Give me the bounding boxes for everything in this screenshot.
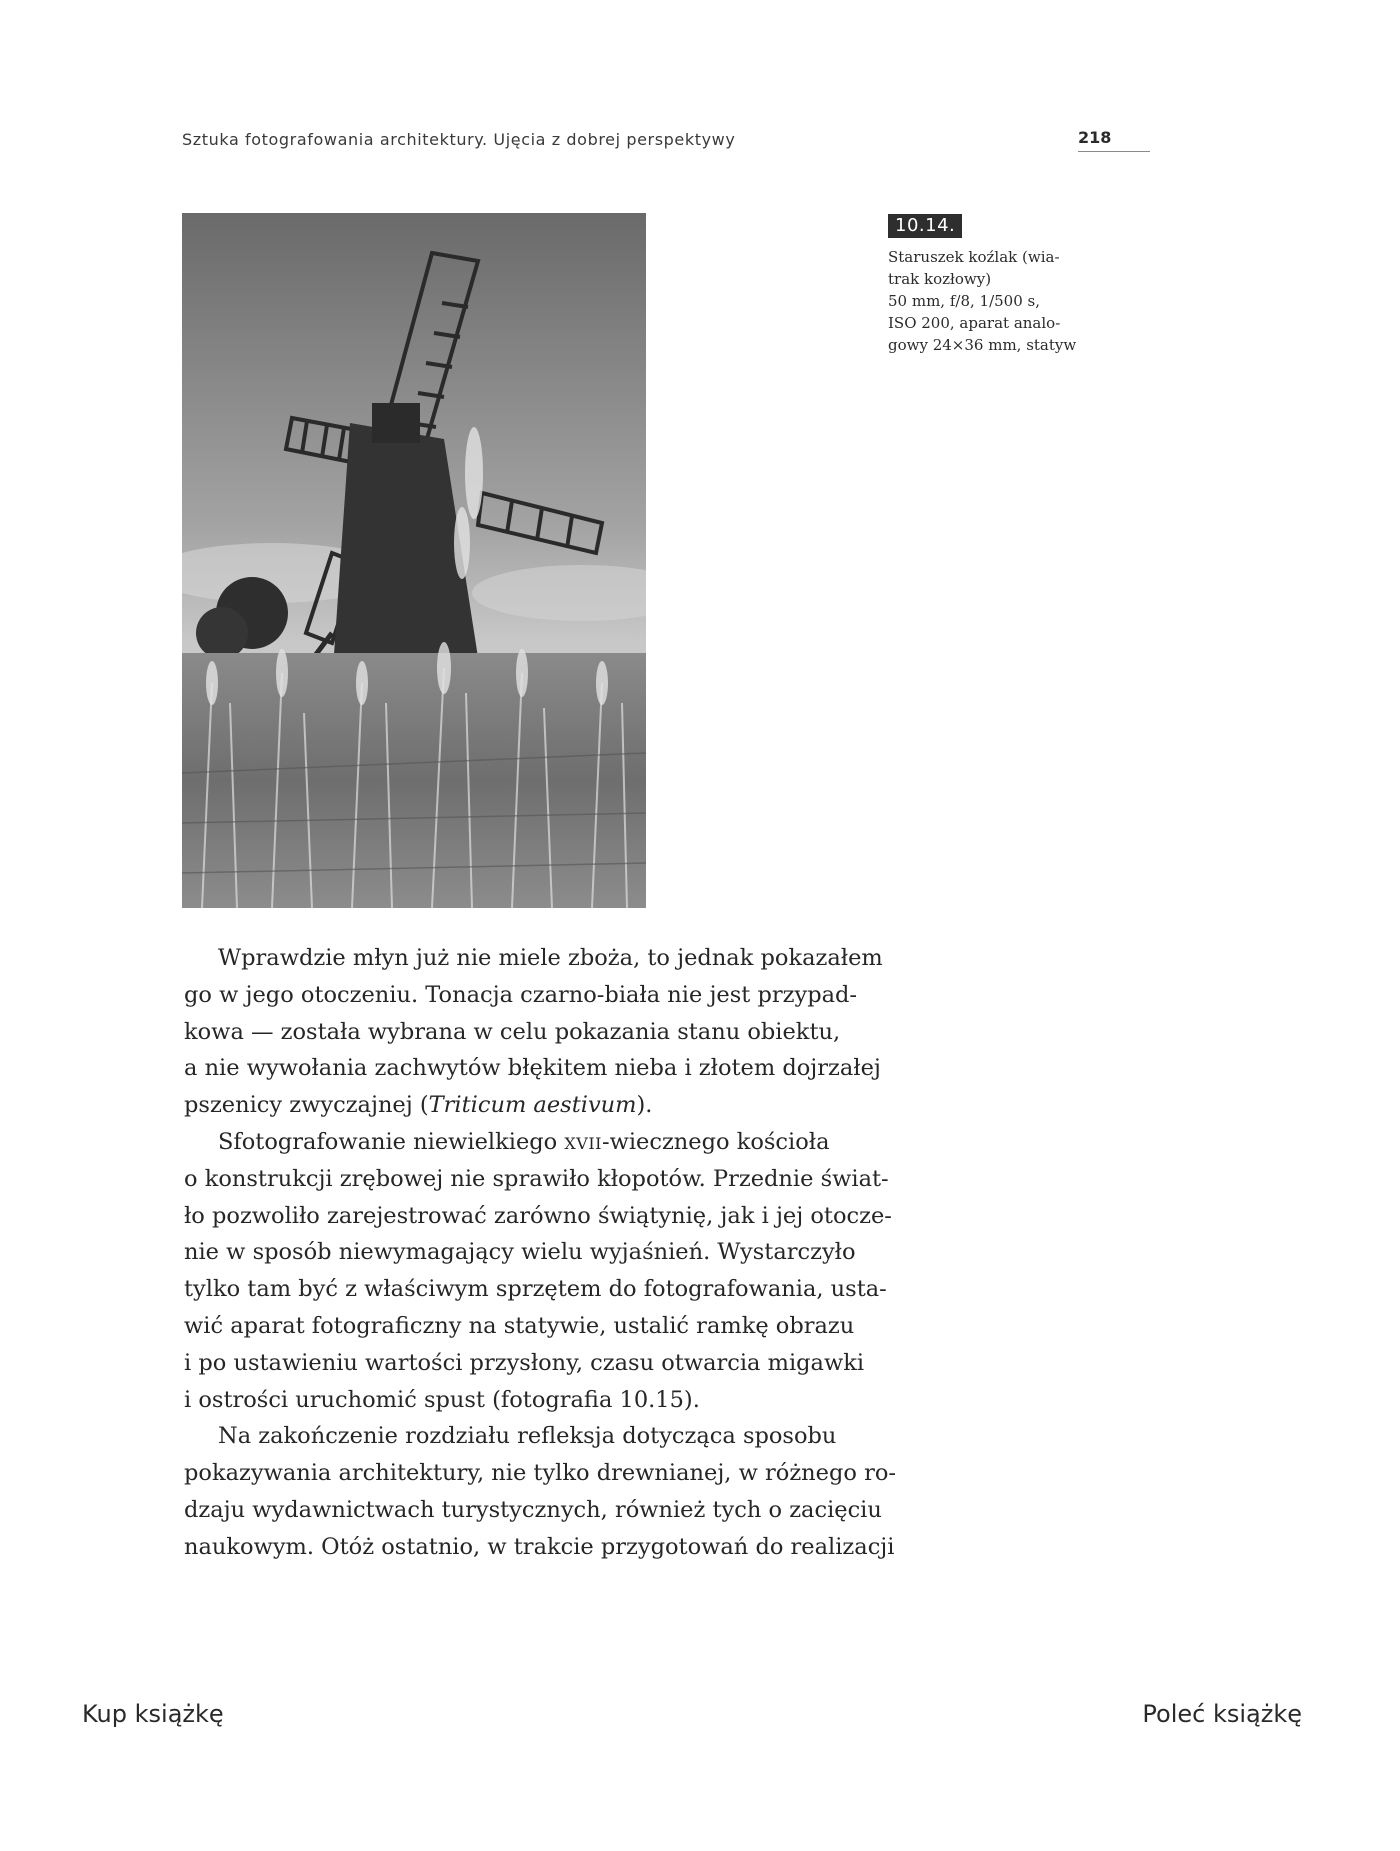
caption-text [888,246,1108,356]
species-name: Triticum aestivum [428,1092,637,1119]
figure-number: 10.14. [888,214,962,238]
page-number: 218 [1078,128,1150,152]
figure-caption [888,214,1108,356]
paragraph [184,1418,896,1565]
text-span: Sfotografowanie niewielkiego [218,1128,565,1155]
text-line: Wprawdzie młyn już nie miele zboża, to jednak pokazałem [218,945,883,971]
text-line: a nie wywołania zachwytów błękitem nieba i złotem dojrzałej [184,1055,881,1082]
text-line [184,1124,870,1161]
caption-line: 50 mm, f/8, 1/500 s, [888,292,1040,310]
text-line: kowa — została wybrana w celu pokazania stanu obiektu, [184,1018,841,1045]
text-line: ło pozwoliło zarejestrować zarówno świątynię, jak i jej otocze- [184,1202,892,1229]
text-line: wić aparat fotograficzny na statywie, ustalić ramkę obrazu [184,1312,855,1339]
text-line: tylko tam być z właściwym sprzętem do fotografowania, usta- [184,1276,887,1303]
text-line: naukowym. Otóż ostatnio, w trakcie przygotowań do realizacji [184,1533,895,1560]
text-line: nie w sposób niewymagający wielu wyjaśnień. Wystarczyło [184,1239,856,1266]
buy-book-link[interactable]: Kup książkę [82,1700,224,1728]
text-line: pokazywania architektury, nie tylko drewnianej, w różnego ro- [184,1460,896,1487]
recommend-book-link[interactable]: Poleć książkę [1142,1700,1302,1728]
caption-line: trak kozłowy) [888,270,992,288]
text-line: o konstrukcji zrębowej nie sprawiło kłopotów. Przednie świat- [184,1165,889,1192]
text-line: Na zakończenie rozdziału refleksja dotycząca sposobu [218,1423,837,1450]
text-line: i ostrości uruchomić spust (fotografia 10.15). [184,1386,700,1413]
roman-numeral: xvii [564,1128,602,1155]
text-span: -wiecznego kościoła [601,1128,830,1155]
caption-line: gowy 24×36 mm, statyw [888,336,1077,354]
running-title: Sztuka fotografowania architektury. Ujęcia z dobrej perspektywy [182,130,736,149]
text-line: go w jego otoczeniu. Tonacja czarno-biała nie jest przypad- [184,981,858,1008]
text-line: dzaju wydawnictwach turystycznych, również tych o zacięciu [184,1496,882,1523]
text-span: ). [636,1092,653,1119]
paragraph [184,940,883,1124]
body-text [184,940,896,1566]
caption-line: Staruszek koźlak (wia- [888,248,1060,266]
text-line: i po ustawieniu wartości przysłony, czasu otwarcia migawki [184,1349,865,1376]
running-head [182,128,1150,154]
text-span: pszenicy zwyczajnej ( [184,1092,429,1119]
text-line [184,1087,870,1124]
windmill-photo [182,213,646,908]
paragraph [184,1124,892,1418]
windmill-icon [182,213,646,908]
caption-line: ISO 200, aparat analo- [888,314,1061,332]
